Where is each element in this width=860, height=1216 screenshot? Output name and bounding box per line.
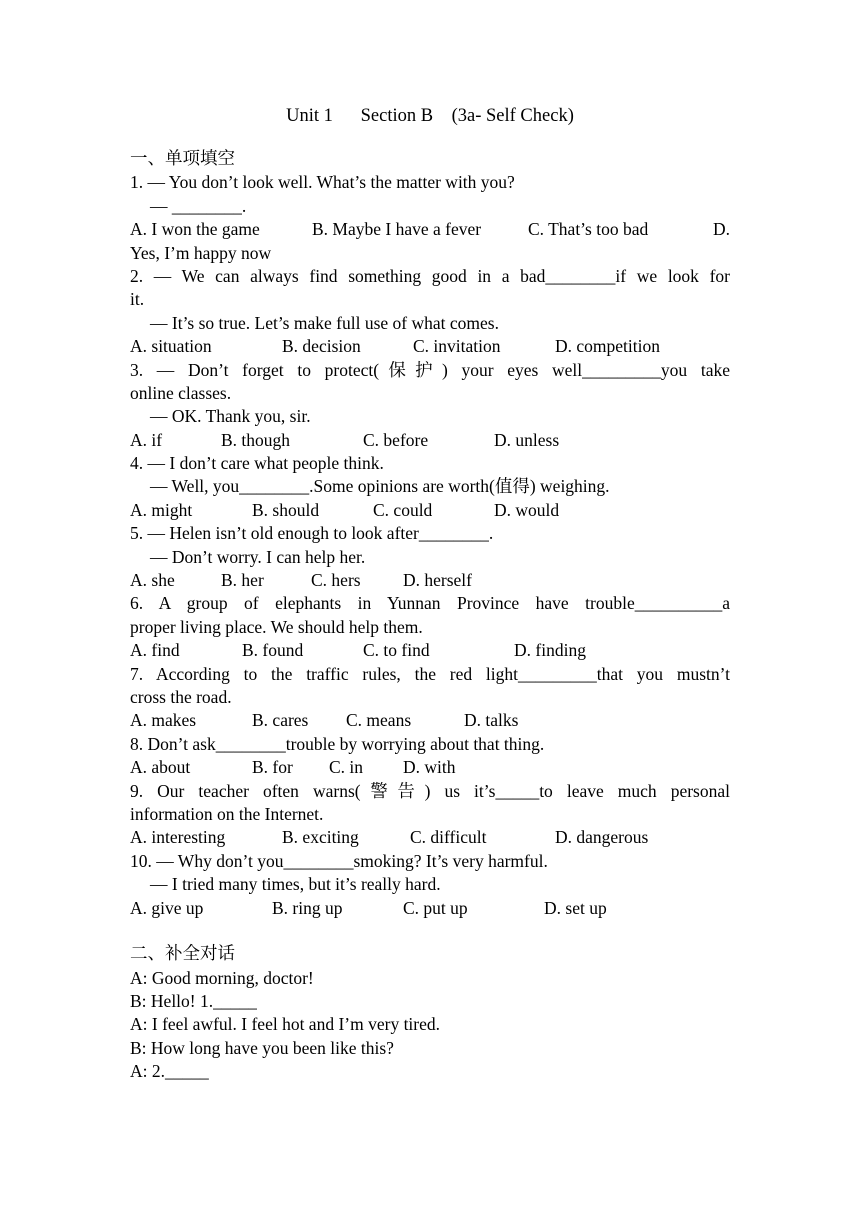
dialogue-line: A: 2._____ [130,1061,209,1082]
q1-option-d-text: Yes, I’m happy now [130,242,272,263]
question-7-stem: 7. According to the traffic rules, the red light_________that you mustn’t [130,663,730,684]
q7-option-a: A. makes [130,710,197,731]
question-3-options [130,429,730,452]
question-10-options [130,897,730,920]
q4-option-a: A. might [130,499,193,520]
q6-option-d: D. finding [514,640,586,661]
question-8-options [130,756,730,779]
q8-option-b: B. for [252,757,293,778]
q1-option-b: B. Maybe I have a fever [312,219,482,240]
q4-option-c: C. could [373,499,433,520]
q6-option-a: A. find [130,640,180,661]
document-body [130,148,730,1084]
q9-option-b: B. exciting [282,827,359,848]
q3-option-b: B. though [221,429,291,450]
question-3-reply: — OK. Thank you, sir. [150,406,311,427]
q3-option-c: C. before [363,429,429,450]
question-6-stem: 6. A group of elephants in Yunnan Province have trouble__________a [130,593,730,614]
q4-option-d: D. would [494,499,560,520]
question-6-stem-end: proper living place. We should help them. [130,616,423,637]
question-9-stem: 9. Our teacher often warns(警告) us it’s_____to leave much personal [130,780,730,801]
dialogue-line: A: I feel awful. I feel hot and I’m very tired. [130,1014,441,1035]
question-5-stem: 5. — Helen isn’t old enough to look after________. [130,523,494,544]
question-9-options [130,826,730,849]
section-heading-2: 二、补全对话 [130,944,235,965]
q9-option-a: A. interesting [130,827,226,848]
question-6-options [130,639,730,662]
q4-option-b: B. should [252,499,320,520]
question-5-options [130,569,730,592]
q10-option-b: B. ring up [272,897,343,918]
q7-option-b: B. cares [252,710,309,731]
q7-option-d: D. talks [464,710,519,731]
q3-option-d: D. unless [494,429,560,450]
q6-option-c: C. to find [363,640,430,661]
section-spacer [130,920,730,943]
question-4-reply: — Well, you________.Some opinions are worth(值得) weighing. [150,476,610,497]
q6-option-b: B. found [242,640,304,661]
q10-option-c: C. put up [403,897,468,918]
q9-option-d: D. dangerous [555,827,649,848]
q2-option-a: A. situation [130,336,212,357]
question-8-stem: 8. Don’t ask________trouble by worrying about that thing. [130,733,545,754]
q7-option-c: C. means [346,710,412,731]
q5-option-d: D. herself [403,570,473,591]
q10-option-a: A. give up [130,897,204,918]
dialogue-line: A: Good morning, doctor! [130,967,314,988]
q1-option-c: C. That’s too bad [528,219,649,240]
q10-option-d: D. set up [544,897,607,918]
page-title: Unit 1 Section B (3a- Self Check) [286,106,574,126]
q3-option-a: A. if [130,429,163,450]
question-10-stem: 10. — Why don’t you________smoking? It’s very harmful. [130,850,548,871]
q1-option-d: D. [712,219,730,240]
question-1-options [130,218,730,241]
question-4-options [130,499,730,522]
question-9-stem-end: information on the Internet. [130,803,324,824]
question-3-stem: 3. — Don’t forget to protect(保护) your eyes well_________you take [130,359,730,380]
q2-option-d: D. competition [555,336,660,357]
q2-option-c: C. invitation [413,336,501,357]
question-2-stem-end: it. [130,289,145,310]
question-1-reply: — ________. [150,195,247,216]
question-7-stem-end: cross the road. [130,686,232,707]
question-4-stem: 4. — I don’t care what people think. [130,453,384,474]
q2-option-b: B. decision [282,336,361,357]
q5-option-c: C. hers [311,570,361,591]
q8-option-c: C. in [329,757,364,778]
q5-option-b: B. her [221,570,264,591]
q8-option-a: A. about [130,757,191,778]
dialogue-line: B: How long have you been like this? [130,1037,394,1058]
q8-option-d: D. with [403,757,456,778]
question-2-stem: 2. — We can always find something good in a bad________if we look for [130,265,730,286]
question-1-stem: 1. — You don’t look well. What’s the matter with you? [130,172,515,193]
q5-option-a: A. she [130,570,175,591]
question-10-reply: — I tried many times, but it’s really hard. [150,874,441,895]
dialogue-line: B: Hello! 1._____ [130,991,257,1012]
q9-option-c: C. difficult [410,827,487,848]
section-heading-1: 一、单项填空 [130,149,235,169]
question-7-options [130,709,730,732]
question-2-options [130,335,730,358]
q1-option-a: A. I won the game [130,219,260,240]
question-2-reply: — It’s so true. Let’s make full use of what comes. [150,312,499,333]
question-3-stem-end: online classes. [130,382,232,403]
question-5-reply: — Don’t worry. I can help her. [150,546,366,567]
